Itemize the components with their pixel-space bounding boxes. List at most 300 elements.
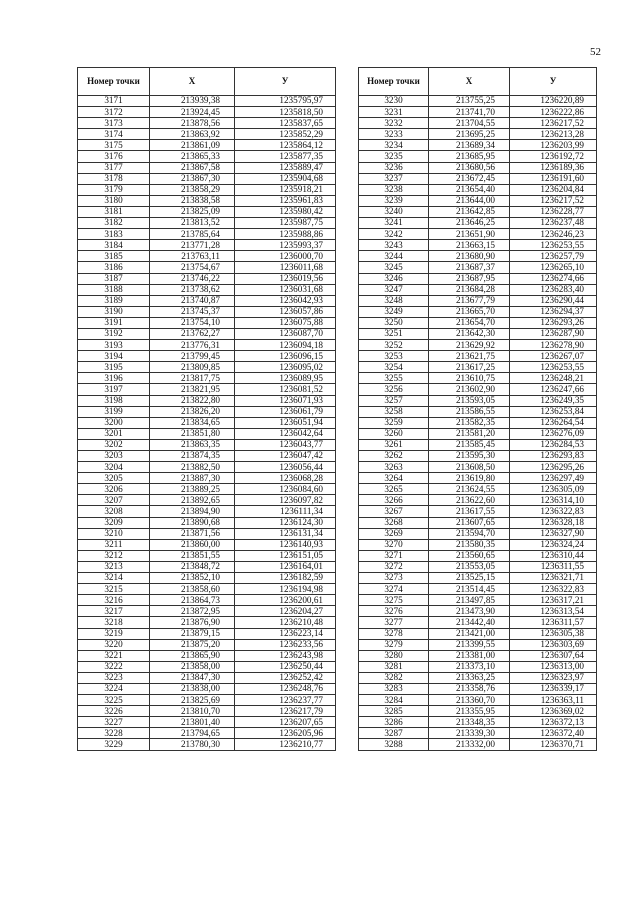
point-number-cell: 3288 [359, 739, 429, 750]
y-coordinate-cell: 1236237,48 [510, 218, 597, 229]
point-number-cell: 3273 [359, 573, 429, 584]
y-coordinate-cell: 1236217,79 [235, 706, 336, 717]
table-row [359, 328, 597, 339]
point-number-cell: 3193 [78, 340, 150, 351]
point-number-cell: 3184 [78, 240, 150, 251]
table-row [359, 484, 597, 495]
coordinates-table-right [358, 67, 597, 751]
point-number-cell: 3219 [78, 628, 150, 639]
x-coordinate-cell: 213865,33 [150, 151, 235, 162]
y-coordinate-cell: 1236322,83 [510, 506, 597, 517]
table-row [78, 340, 336, 351]
table-row [78, 362, 336, 373]
point-number-cell: 3240 [359, 206, 429, 217]
point-number-cell: 3223 [78, 672, 150, 683]
point-number-cell: 3194 [78, 351, 150, 362]
x-coordinate-cell: 213890,68 [150, 517, 235, 528]
x-coordinate-cell: 213585,45 [429, 439, 510, 450]
table-row [359, 462, 597, 473]
x-coordinate-cell: 213629,92 [429, 340, 510, 351]
y-coordinate-cell: 1236042,93 [235, 295, 336, 306]
y-coordinate-cell: 1236140,93 [235, 539, 336, 550]
y-coordinate-cell: 1235904,68 [235, 173, 336, 184]
point-number-cell: 3177 [78, 162, 150, 173]
table-row [78, 561, 336, 572]
x-coordinate-cell: 213553,05 [429, 561, 510, 572]
y-coordinate-cell: 1236056,44 [235, 462, 336, 473]
y-coordinate-cell: 1236314,10 [510, 495, 597, 506]
table-row [359, 251, 597, 262]
point-number-cell: 3232 [359, 118, 429, 129]
y-coordinate-cell: 1236210,77 [235, 739, 336, 750]
table-row [78, 639, 336, 650]
table-row [359, 206, 597, 217]
y-coordinate-cell: 1236131,34 [235, 528, 336, 539]
y-coordinate-cell: 1236019,56 [235, 273, 336, 284]
point-number-cell: 3276 [359, 606, 429, 617]
header-y: У [510, 68, 597, 96]
table-row [78, 406, 336, 417]
table-row [359, 340, 597, 351]
y-coordinate-cell: 1235987,75 [235, 218, 336, 229]
table-row [359, 195, 597, 206]
x-coordinate-cell: 213889,25 [150, 484, 235, 495]
table-body-right [359, 96, 597, 751]
y-coordinate-cell: 1236042,64 [235, 428, 336, 439]
point-number-cell: 3258 [359, 406, 429, 417]
x-coordinate-cell: 213754,10 [150, 317, 235, 328]
table-row [78, 728, 336, 739]
table-row [78, 695, 336, 706]
point-number-cell: 3224 [78, 683, 150, 694]
table-row [359, 96, 597, 107]
y-coordinate-cell: 1236233,56 [235, 639, 336, 650]
header-x: X [429, 68, 510, 96]
x-coordinate-cell: 213621,75 [429, 351, 510, 362]
point-number-cell: 3220 [78, 639, 150, 650]
x-coordinate-cell: 213594,70 [429, 528, 510, 539]
y-coordinate-cell: 1235993,37 [235, 240, 336, 251]
point-number-cell: 3279 [359, 639, 429, 650]
point-number-cell: 3269 [359, 528, 429, 539]
point-number-cell: 3212 [78, 550, 150, 561]
point-number-cell: 3245 [359, 262, 429, 273]
table-row [359, 528, 597, 539]
table-row [359, 650, 597, 661]
y-coordinate-cell: 1236194,98 [235, 584, 336, 595]
x-coordinate-cell: 213582,35 [429, 417, 510, 428]
table-row [78, 328, 336, 339]
table-row [359, 129, 597, 140]
y-coordinate-cell: 1236293,83 [510, 451, 597, 462]
x-coordinate-cell: 213872,95 [150, 606, 235, 617]
x-coordinate-cell: 213399,55 [429, 639, 510, 650]
y-coordinate-cell: 1236311,55 [510, 561, 597, 572]
point-number-cell: 3260 [359, 428, 429, 439]
point-number-cell: 3281 [359, 661, 429, 672]
point-number-cell: 3204 [78, 462, 150, 473]
y-coordinate-cell: 1236313,00 [510, 661, 597, 672]
y-coordinate-cell: 1236305,09 [510, 484, 597, 495]
point-number-cell: 3243 [359, 240, 429, 251]
table-row [78, 539, 336, 550]
point-number-cell: 3214 [78, 573, 150, 584]
y-coordinate-cell: 1236310,44 [510, 550, 597, 561]
y-coordinate-cell: 1236189,36 [510, 162, 597, 173]
point-number-cell: 3178 [78, 173, 150, 184]
y-coordinate-cell: 1236071,93 [235, 395, 336, 406]
point-number-cell: 3228 [78, 728, 150, 739]
x-coordinate-cell: 213852,10 [150, 573, 235, 584]
y-coordinate-cell: 1236278,90 [510, 340, 597, 351]
y-coordinate-cell: 1236228,77 [510, 206, 597, 217]
x-coordinate-cell: 213619,80 [429, 473, 510, 484]
table-row [359, 561, 597, 572]
table-row [359, 706, 597, 717]
point-number-cell: 3175 [78, 140, 150, 151]
y-coordinate-cell: 1236295,26 [510, 462, 597, 473]
y-coordinate-cell: 1236283,40 [510, 284, 597, 295]
x-coordinate-cell: 213801,40 [150, 717, 235, 728]
x-coordinate-cell: 213924,45 [150, 107, 235, 118]
x-coordinate-cell: 213878,56 [150, 118, 235, 129]
y-coordinate-cell: 1236323,97 [510, 672, 597, 683]
point-number-cell: 3285 [359, 706, 429, 717]
table-row [359, 717, 597, 728]
x-coordinate-cell: 213360,70 [429, 695, 510, 706]
y-coordinate-cell: 1236096,15 [235, 351, 336, 362]
y-coordinate-cell: 1235864,12 [235, 140, 336, 151]
x-coordinate-cell: 213861,09 [150, 140, 235, 151]
x-coordinate-cell: 213894,90 [150, 506, 235, 517]
x-coordinate-cell: 213617,25 [429, 362, 510, 373]
point-number-cell: 3201 [78, 428, 150, 439]
y-coordinate-cell: 1235918,21 [235, 184, 336, 195]
table-row [359, 506, 597, 517]
x-coordinate-cell: 213610,75 [429, 373, 510, 384]
table-row [359, 451, 597, 462]
table-row [78, 273, 336, 284]
y-coordinate-cell: 1236313,54 [510, 606, 597, 617]
point-number-cell: 3233 [359, 129, 429, 140]
x-coordinate-cell: 213754,67 [150, 262, 235, 273]
x-coordinate-cell: 213879,15 [150, 628, 235, 639]
x-coordinate-cell: 213822,80 [150, 395, 235, 406]
x-coordinate-cell: 213863,92 [150, 129, 235, 140]
table-row [359, 295, 597, 306]
table-row [78, 506, 336, 517]
y-coordinate-cell: 1236274,66 [510, 273, 597, 284]
point-number-cell: 3227 [78, 717, 150, 728]
table-row [78, 206, 336, 217]
point-number-cell: 3259 [359, 417, 429, 428]
table-row [359, 517, 597, 528]
point-number-cell: 3262 [359, 451, 429, 462]
table-row [359, 728, 597, 739]
y-coordinate-cell: 1236249,35 [510, 395, 597, 406]
table-row [78, 606, 336, 617]
point-number-cell: 3197 [78, 384, 150, 395]
x-coordinate-cell: 213595,30 [429, 451, 510, 462]
x-coordinate-cell: 213473,90 [429, 606, 510, 617]
point-number-cell: 3283 [359, 683, 429, 694]
y-coordinate-cell: 1236203,99 [510, 140, 597, 151]
point-number-cell: 3185 [78, 251, 150, 262]
table-row [78, 240, 336, 251]
point-number-cell: 3181 [78, 206, 150, 217]
header-y: У [235, 68, 336, 96]
x-coordinate-cell: 213586,55 [429, 406, 510, 417]
y-coordinate-cell: 1236111,34 [235, 506, 336, 517]
y-coordinate-cell: 1235852,29 [235, 129, 336, 140]
point-number-cell: 3244 [359, 251, 429, 262]
x-coordinate-cell: 213580,35 [429, 539, 510, 550]
y-coordinate-cell: 1236097,82 [235, 495, 336, 506]
x-coordinate-cell: 213497,85 [429, 595, 510, 606]
point-number-cell: 3216 [78, 595, 150, 606]
table-row [78, 118, 336, 129]
point-number-cell: 3280 [359, 650, 429, 661]
table-row [78, 683, 336, 694]
x-coordinate-cell: 213858,00 [150, 661, 235, 672]
y-coordinate-cell: 1236370,71 [510, 739, 597, 750]
table-row [359, 539, 597, 550]
point-number-cell: 3237 [359, 173, 429, 184]
x-coordinate-cell: 213381,00 [429, 650, 510, 661]
table-row [78, 140, 336, 151]
table-row [78, 650, 336, 661]
x-coordinate-cell: 213740,87 [150, 295, 235, 306]
y-coordinate-cell: 1236311,57 [510, 617, 597, 628]
x-coordinate-cell: 213617,55 [429, 506, 510, 517]
point-number-cell: 3268 [359, 517, 429, 528]
point-number-cell: 3176 [78, 151, 150, 162]
y-coordinate-cell: 1236284,53 [510, 439, 597, 450]
x-coordinate-cell: 213689,34 [429, 140, 510, 151]
table-row [359, 273, 597, 284]
table-row [359, 428, 597, 439]
table-row [78, 617, 336, 628]
point-number-cell: 3182 [78, 218, 150, 229]
point-number-cell: 3180 [78, 195, 150, 206]
table-row [359, 384, 597, 395]
point-number-cell: 3189 [78, 295, 150, 306]
point-number-cell: 3267 [359, 506, 429, 517]
x-coordinate-cell: 213860,00 [150, 539, 235, 550]
x-coordinate-cell: 213851,80 [150, 428, 235, 439]
table-row [78, 96, 336, 107]
x-coordinate-cell: 213858,60 [150, 584, 235, 595]
point-number-cell: 3235 [359, 151, 429, 162]
point-number-cell: 3257 [359, 395, 429, 406]
y-coordinate-cell: 1236223,14 [235, 628, 336, 639]
y-coordinate-cell: 1236124,30 [235, 517, 336, 528]
point-number-cell: 3218 [78, 617, 150, 628]
point-number-cell: 3252 [359, 340, 429, 351]
x-coordinate-cell: 213358,76 [429, 683, 510, 694]
x-coordinate-cell: 213848,72 [150, 561, 235, 572]
table-row [359, 317, 597, 328]
header-x: X [150, 68, 235, 96]
y-coordinate-cell: 1236246,23 [510, 229, 597, 240]
y-coordinate-cell: 1236247,66 [510, 384, 597, 395]
x-coordinate-cell: 213339,30 [429, 728, 510, 739]
point-number-cell: 3278 [359, 628, 429, 639]
point-number-cell: 3251 [359, 328, 429, 339]
point-number-cell: 3226 [78, 706, 150, 717]
y-coordinate-cell: 1236372,40 [510, 728, 597, 739]
point-number-cell: 3202 [78, 439, 150, 450]
x-coordinate-cell: 213745,37 [150, 306, 235, 317]
y-coordinate-cell: 1236095,02 [235, 362, 336, 373]
y-coordinate-cell: 1236293,26 [510, 317, 597, 328]
table-row [359, 118, 597, 129]
point-number-cell: 3272 [359, 561, 429, 572]
x-coordinate-cell: 213834,65 [150, 417, 235, 428]
y-coordinate-cell: 1236327,90 [510, 528, 597, 539]
table-row [78, 284, 336, 295]
y-coordinate-cell: 1236250,44 [235, 661, 336, 672]
table-row [78, 573, 336, 584]
table-row [78, 317, 336, 328]
point-number-cell: 3174 [78, 129, 150, 140]
x-coordinate-cell: 213644,00 [429, 195, 510, 206]
table-row [359, 351, 597, 362]
table-row [78, 384, 336, 395]
point-number-cell: 3249 [359, 306, 429, 317]
table-row [78, 661, 336, 672]
y-coordinate-cell: 1236248,21 [510, 373, 597, 384]
x-coordinate-cell: 213799,45 [150, 351, 235, 362]
point-number-cell: 3263 [359, 462, 429, 473]
point-number-cell: 3234 [359, 140, 429, 151]
y-coordinate-cell: 1235837,65 [235, 118, 336, 129]
y-coordinate-cell: 1236220,89 [510, 96, 597, 107]
point-number-cell: 3179 [78, 184, 150, 195]
table-row [359, 661, 597, 672]
y-coordinate-cell: 1236322,83 [510, 584, 597, 595]
point-number-cell: 3206 [78, 484, 150, 495]
x-coordinate-cell: 213607,65 [429, 517, 510, 528]
point-number-cell: 3188 [78, 284, 150, 295]
coordinates-table-left [77, 67, 336, 751]
table-row [359, 162, 597, 173]
table-row [359, 284, 597, 295]
table-row [78, 306, 336, 317]
x-coordinate-cell: 213821,95 [150, 384, 235, 395]
table-row [359, 617, 597, 628]
x-coordinate-cell: 213622,60 [429, 495, 510, 506]
point-number-cell: 3172 [78, 107, 150, 118]
x-coordinate-cell: 213695,25 [429, 129, 510, 140]
table-row [78, 628, 336, 639]
x-coordinate-cell: 213738,62 [150, 284, 235, 295]
point-number-cell: 3209 [78, 517, 150, 528]
table-body-left [78, 96, 336, 751]
point-number-cell: 3173 [78, 118, 150, 129]
point-number-cell: 3247 [359, 284, 429, 295]
table-row [78, 595, 336, 606]
x-coordinate-cell: 213771,28 [150, 240, 235, 251]
table-row [359, 229, 597, 240]
y-coordinate-cell: 1236290,44 [510, 295, 597, 306]
y-coordinate-cell: 1235795,97 [235, 96, 336, 107]
y-coordinate-cell: 1236213,28 [510, 129, 597, 140]
y-coordinate-cell: 1235818,50 [235, 107, 336, 118]
table-row [78, 439, 336, 450]
table-row [359, 373, 597, 384]
point-number-cell: 3208 [78, 506, 150, 517]
x-coordinate-cell: 213867,30 [150, 173, 235, 184]
table-row [359, 218, 597, 229]
y-coordinate-cell: 1236089,95 [235, 373, 336, 384]
x-coordinate-cell: 213421,00 [429, 628, 510, 639]
x-coordinate-cell: 213684,28 [429, 284, 510, 295]
x-coordinate-cell: 213763,11 [150, 251, 235, 262]
table-row [78, 451, 336, 462]
x-coordinate-cell: 213875,20 [150, 639, 235, 650]
y-coordinate-cell: 1236217,52 [510, 118, 597, 129]
y-coordinate-cell: 1236303,69 [510, 639, 597, 650]
y-coordinate-cell: 1236257,79 [510, 251, 597, 262]
y-coordinate-cell: 1236164,01 [235, 561, 336, 572]
y-coordinate-cell: 1236000,70 [235, 251, 336, 262]
table-header-row [359, 68, 597, 96]
point-number-cell: 3186 [78, 262, 150, 273]
point-number-cell: 3256 [359, 384, 429, 395]
table-row [78, 229, 336, 240]
x-coordinate-cell: 213826,20 [150, 406, 235, 417]
table-row [78, 584, 336, 595]
y-coordinate-cell: 1236081,52 [235, 384, 336, 395]
x-coordinate-cell: 213602,90 [429, 384, 510, 395]
table-row [78, 739, 336, 750]
y-coordinate-cell: 1236253,55 [510, 362, 597, 373]
point-number-cell: 3270 [359, 539, 429, 550]
x-coordinate-cell: 213665,70 [429, 306, 510, 317]
y-coordinate-cell: 1236204,84 [510, 184, 597, 195]
table-row [359, 362, 597, 373]
y-coordinate-cell: 1236253,84 [510, 406, 597, 417]
table-row [359, 173, 597, 184]
x-coordinate-cell: 213865,90 [150, 650, 235, 661]
table-row [78, 251, 336, 262]
table-row [78, 717, 336, 728]
table-row [78, 262, 336, 273]
table-row [359, 417, 597, 428]
x-coordinate-cell: 213838,00 [150, 683, 235, 694]
x-coordinate-cell: 213776,31 [150, 340, 235, 351]
point-number-cell: 3242 [359, 229, 429, 240]
x-coordinate-cell: 213685,95 [429, 151, 510, 162]
y-coordinate-cell: 1236264,54 [510, 417, 597, 428]
table-row [359, 606, 597, 617]
table-header-row [78, 68, 336, 96]
point-number-cell: 3213 [78, 561, 150, 572]
table-row [359, 306, 597, 317]
y-coordinate-cell: 1236317,21 [510, 595, 597, 606]
point-number-cell: 3265 [359, 484, 429, 495]
y-coordinate-cell: 1236061,79 [235, 406, 336, 417]
y-coordinate-cell: 1235961,83 [235, 195, 336, 206]
table-row [78, 129, 336, 140]
point-number-cell: 3282 [359, 672, 429, 683]
x-coordinate-cell: 213785,64 [150, 229, 235, 240]
y-coordinate-cell: 1236075,88 [235, 317, 336, 328]
point-number-cell: 3246 [359, 273, 429, 284]
table-row [359, 140, 597, 151]
x-coordinate-cell: 213687,95 [429, 273, 510, 284]
